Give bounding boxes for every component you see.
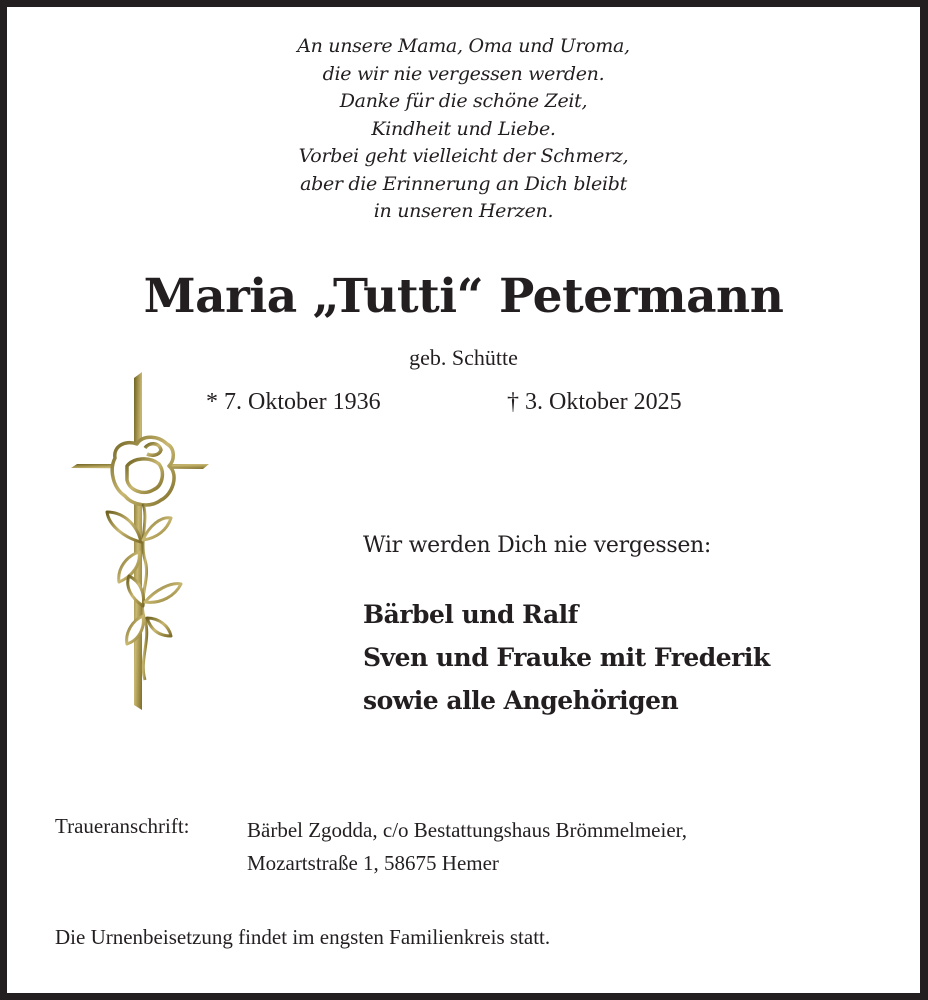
poem-line: in unseren Herzen. [373,200,554,222]
mourning-address [247,814,687,880]
death-date: † 3. Oktober 2025 [507,389,682,415]
mourner-line: Sven und Frauke mit Frederik [363,643,770,672]
remembrance-intro: Wir werden Dich nie vergessen: [363,533,712,558]
poem-line: die wir nie vergessen werden. [322,62,605,85]
cross-with-rose-icon [63,370,209,712]
poem-line: Vorbei geht vielleicht der Schmerz, [298,145,629,167]
memorial-poem [7,33,920,226]
address-label: Traueranschrift: [55,814,190,838]
address-line: Bärbel Zgodda, c/o Bestattungshaus Brömmelmeier, [247,818,688,842]
burial-note: Die Urnenbeisetzung findet im engsten Familienkreis statt. [55,925,551,949]
deceased-name: Maria „Tutti“ Petermann [143,269,784,324]
mourners-list [363,593,770,722]
maiden-name: geb. Schütte [409,345,518,370]
poem-line: An unsere Mama, Oma und Uroma, [297,35,630,57]
poem-line: Kindheit und Liebe. [371,117,556,140]
poem-line: Danke für die schöne Zeit, [339,90,588,112]
poem-line: aber die Erinnerung an Dich bleibt [300,172,627,195]
mourner-line: Bärbel und Ralf [363,600,578,629]
obituary-card [7,7,920,993]
address-line: Mozartstraße 1, 58675 Hemer [247,851,499,875]
mourner-line: sowie alle Angehörigen [363,686,679,715]
birth-date: * 7. Oktober 1936 [206,389,381,415]
